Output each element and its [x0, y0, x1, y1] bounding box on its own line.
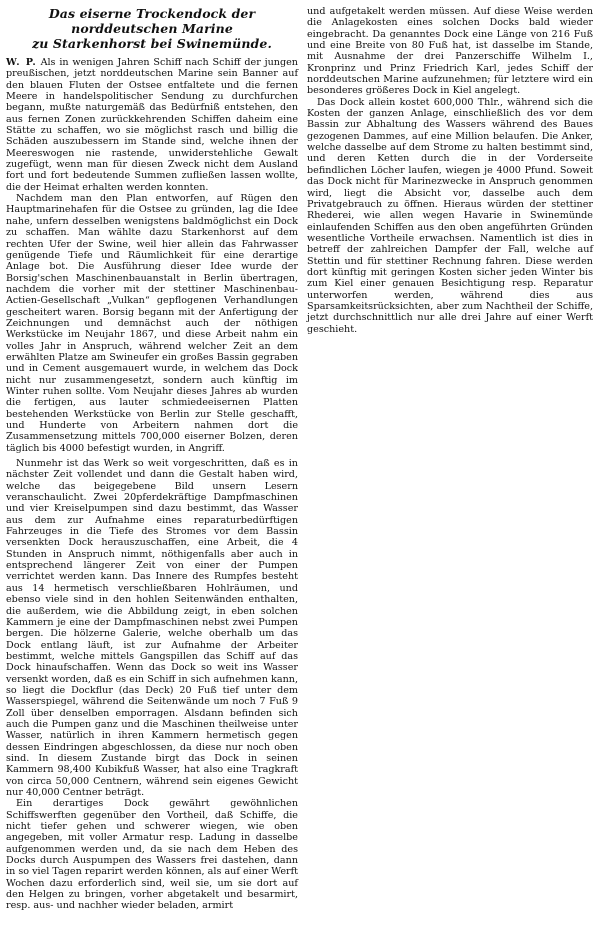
left-column — [6, 6, 298, 912]
paragraph-costs: Das Dock allein kostet 600,000 Thlr., während sich die Kosten der ganzen Anlage, einschließlich des vor dem Bassin zur Abhaltung des Wassers während des Baues gezogenen Dammes, auf eine Million belaufen. Die Anker, welche dasselbe auf dem Strome zu halten bestimmt sind, und deren Ketten durch die in der Vorderseite befindlichen Löcher laufen, wiegen je 4000 Pfund. Soweit das Dock nicht für Marinezwecke in Anspruch genommen wird, liegt die Absicht vor, dasselbe auch dem Privatgebrauch zu öffnen. Hieraus würden der stettiner Rhederei, wie allen wegen Havarie in Swinemünde einlaufenden Schiffen aus den oben angeführten Gründen wesentliche Vortheile erwachsen. Namentlich ist dies in betreff der zahlreichen Dampfer der Fall, welche auf Stettin und für stettiner Rechnung fahren. Diese werden dort künftig mit geringen Kosten sicher jeden Winter bis zum Kiel einer genauen Besichtigung resp. Reparatur unterworfen werden, während dies aus Sparsamkeitsrücksichten, aber zum Nachtheil der Schiffe, jetzt durchschnittlich nur alle drei Jahre auf einer Werft geschieht. — [307, 96, 593, 335]
right-column — [307, 6, 593, 335]
paragraph-intro-text: Als in wenigen Jahren Schiff nach Schiff der jungen preußischen, jetzt norddeutschen Marine sein Banner auf den blauen Fluten der Ostsee entfaltete und die fernen Meere in handelspolitischer Sendung zu durchfurchen begann, mußte naturgemäß das Bedürfniß entstehen, den aus fernen Zonen zurückkehrenden Schiffen daheim eine Stätte zu schaffen, wo sie möglichst rasch und billig die Schäden auszubessern im Stande sind, welche ihnen der Meereswogen nie rastende, unwiderstehliche Gewalt zugefügt, wenn man für diesen Zweck nicht dem Ausland fort und fort bedeutende Summen zufließen lassen wollte, die der Heimat erhalten werden konnten. — [6, 57, 298, 193]
paragraph-construction: Nunmehr ist das Werk so weit vorgeschritten, daß es in nächster Zeit vollendet und dann die Gestalt haben wird, welche das beigegebene Bild unsern Lesern veranschaulicht. Zwei 20pferdekräftige Dampfmaschinen und vier Kreiselpumpen sind dazu bestimmt, das Wasser aus dem zur Aufnahme eines reparaturbedürftigen Fahrzeuges in die Tiefe des Stromes vor dem Bassin versenkten Dock herauszuschaffen, eine Arbeit, die 4 Stunden in Anspruch nimmt, nöthigenfalls aber auch in entsprechend längerer Zeit von einer der Pumpen verrichtet werden kann. Das Innere des Rumpfes besteht aus 14 hermetisch verschließbaren Hohlräumen, und ebenso viele sind in den hohlen Seitenwänden enthalten, die außerdem, wie die Abbildung zeigt, in eben solchen Kammern je eine der Dampfmaschinen nebst zwei Pumpen bergen. Die hölzerne Galerie, welche oberhalb um das Dock entlang läuft, ist zur Aufnahme der Arbeiter bestimmt, welche mittels Gangspillen das Schiff auf das Dock hinaufschaffen. Wenn das Dock so weit ins Wasser versenkt worden, daß es ein Schiff in sich aufnehmen kann, so liegt die Dockflur (das Deck) 20 Fuß tief unter dem Wasserspiegel, während die Seitenwände um noch 7 Fuß 9 Zoll über denselben emporragen. Alsdann befinden sich auch die Pumpen ganz und die Maschinen theilweise unter Wasser, natürlich in ihren Kammern hermetisch gegen dessen Eindringen abgeschlossen, da diese nur noch oben sind. In diesem Zustande birgt das Dock in seinen Kammern 98,400 Kubikfuß Wasser, hat also eine Tragkraft von circa 50,000 Centnern, während sein eigenes Gewicht nur 40,000 Centner beträgt. — [6, 458, 298, 798]
author-initials: W. P. — [6, 57, 37, 68]
paragraph-plan: Nachdem man den Plan entworfen, auf Rügen den Hauptmarinehafen für die Ostsee zu gründen, lag die Idee nahe, unfern desselben wenigstens baldmöglichst ein Dock zu schaffen. Man wählte dazu Starkenhorst auf dem rechten Ufer der Swine, weil hier allein das Fahrwasser genügende Tiefe und Räumlichkeit für eine derartige Anlage bot. Die Ausführung dieser Idee wurde der Borsig'schen Maschinenbauanstalt in Berlin übertragen, nachdem die vorher mit der stettiner Maschinenbau-Actien-Gesellschaft „Vulkan“ gepflogenen Verhandlungen gescheitert waren. Borsig begann mit der Anfertigung der Zeichnungen und demnächst auch der nöthigen Werkstücke im Neujahr 1867, und diese Arbeit nahm ein volles Jahr in Anspruch, während welcher Zeit an dem erwählten Platze am Swineufer ein großes Bassin gegraben und in Cement ausgemauert wurde, in welchem das Dock nicht nur zusammengesetzt, sondern auch künftig im Winter ruhen sollte. Vom Neujahr dieses Jahres ab wurden die fertigen, aus lauter schmiedeeisernen Platten bestehenden Werkstücke von Berlin zur Stelle geschafft, und Hunderte von Arbeitern nahmen dort die Zusammensetzung mittels 700,000 eiserner Bolzen, deren täglich bis 4000 befestigt wurden, in Angriff. — [6, 193, 298, 454]
article-title — [6, 6, 298, 51]
paragraph-continuation: und aufgetakelt werden müssen. Auf diese Weise werden die Anlagekosten eines solchen Docks bald wieder eingebracht. Da genanntes Dock eine Länge von 216 Fuß und eine Breite von 80 Fuß hat, ist dasselbe im Stande, mit Ausnahme der drei Panzerschiffe Wilhelm I., Kronprinz und Prinz Friedrich Karl, jedes Schiff der norddeutschen Marine aufzunehmen; für letztere wird ein besonderes größeres Dock in Kiel angelegt. — [307, 6, 593, 97]
title-line-1: Das eiserne Trockendock der norddeutschen Marine — [48, 6, 256, 36]
paragraph-intro — [6, 57, 298, 193]
title-line-2: zu Starkenhorst bei Swinemünde. — [32, 36, 272, 51]
paragraph-advantage: Ein derartiges Dock gewährt gewöhnlichen Schiffswerften gegenüber den Vortheil, daß Schiffe, die nicht tiefer gehen und schwerer wiegen, wie oben angegeben, mit voller Armatur resp. Ladung in dasselbe aufgenommen werden und, da sie nach dem Heben des Docks durch Auspumpen des Wassers frei dastehen, dann in so viel Tagen reparirt werden können, als auf einer Werft Wochen dazu erforderlich sind, weil sie, um sie dort auf den Helgen zu bringen, vorher abgetakelt und besarmirt, resp. aus- und nachher wieder beladen, armirt — [6, 798, 298, 912]
